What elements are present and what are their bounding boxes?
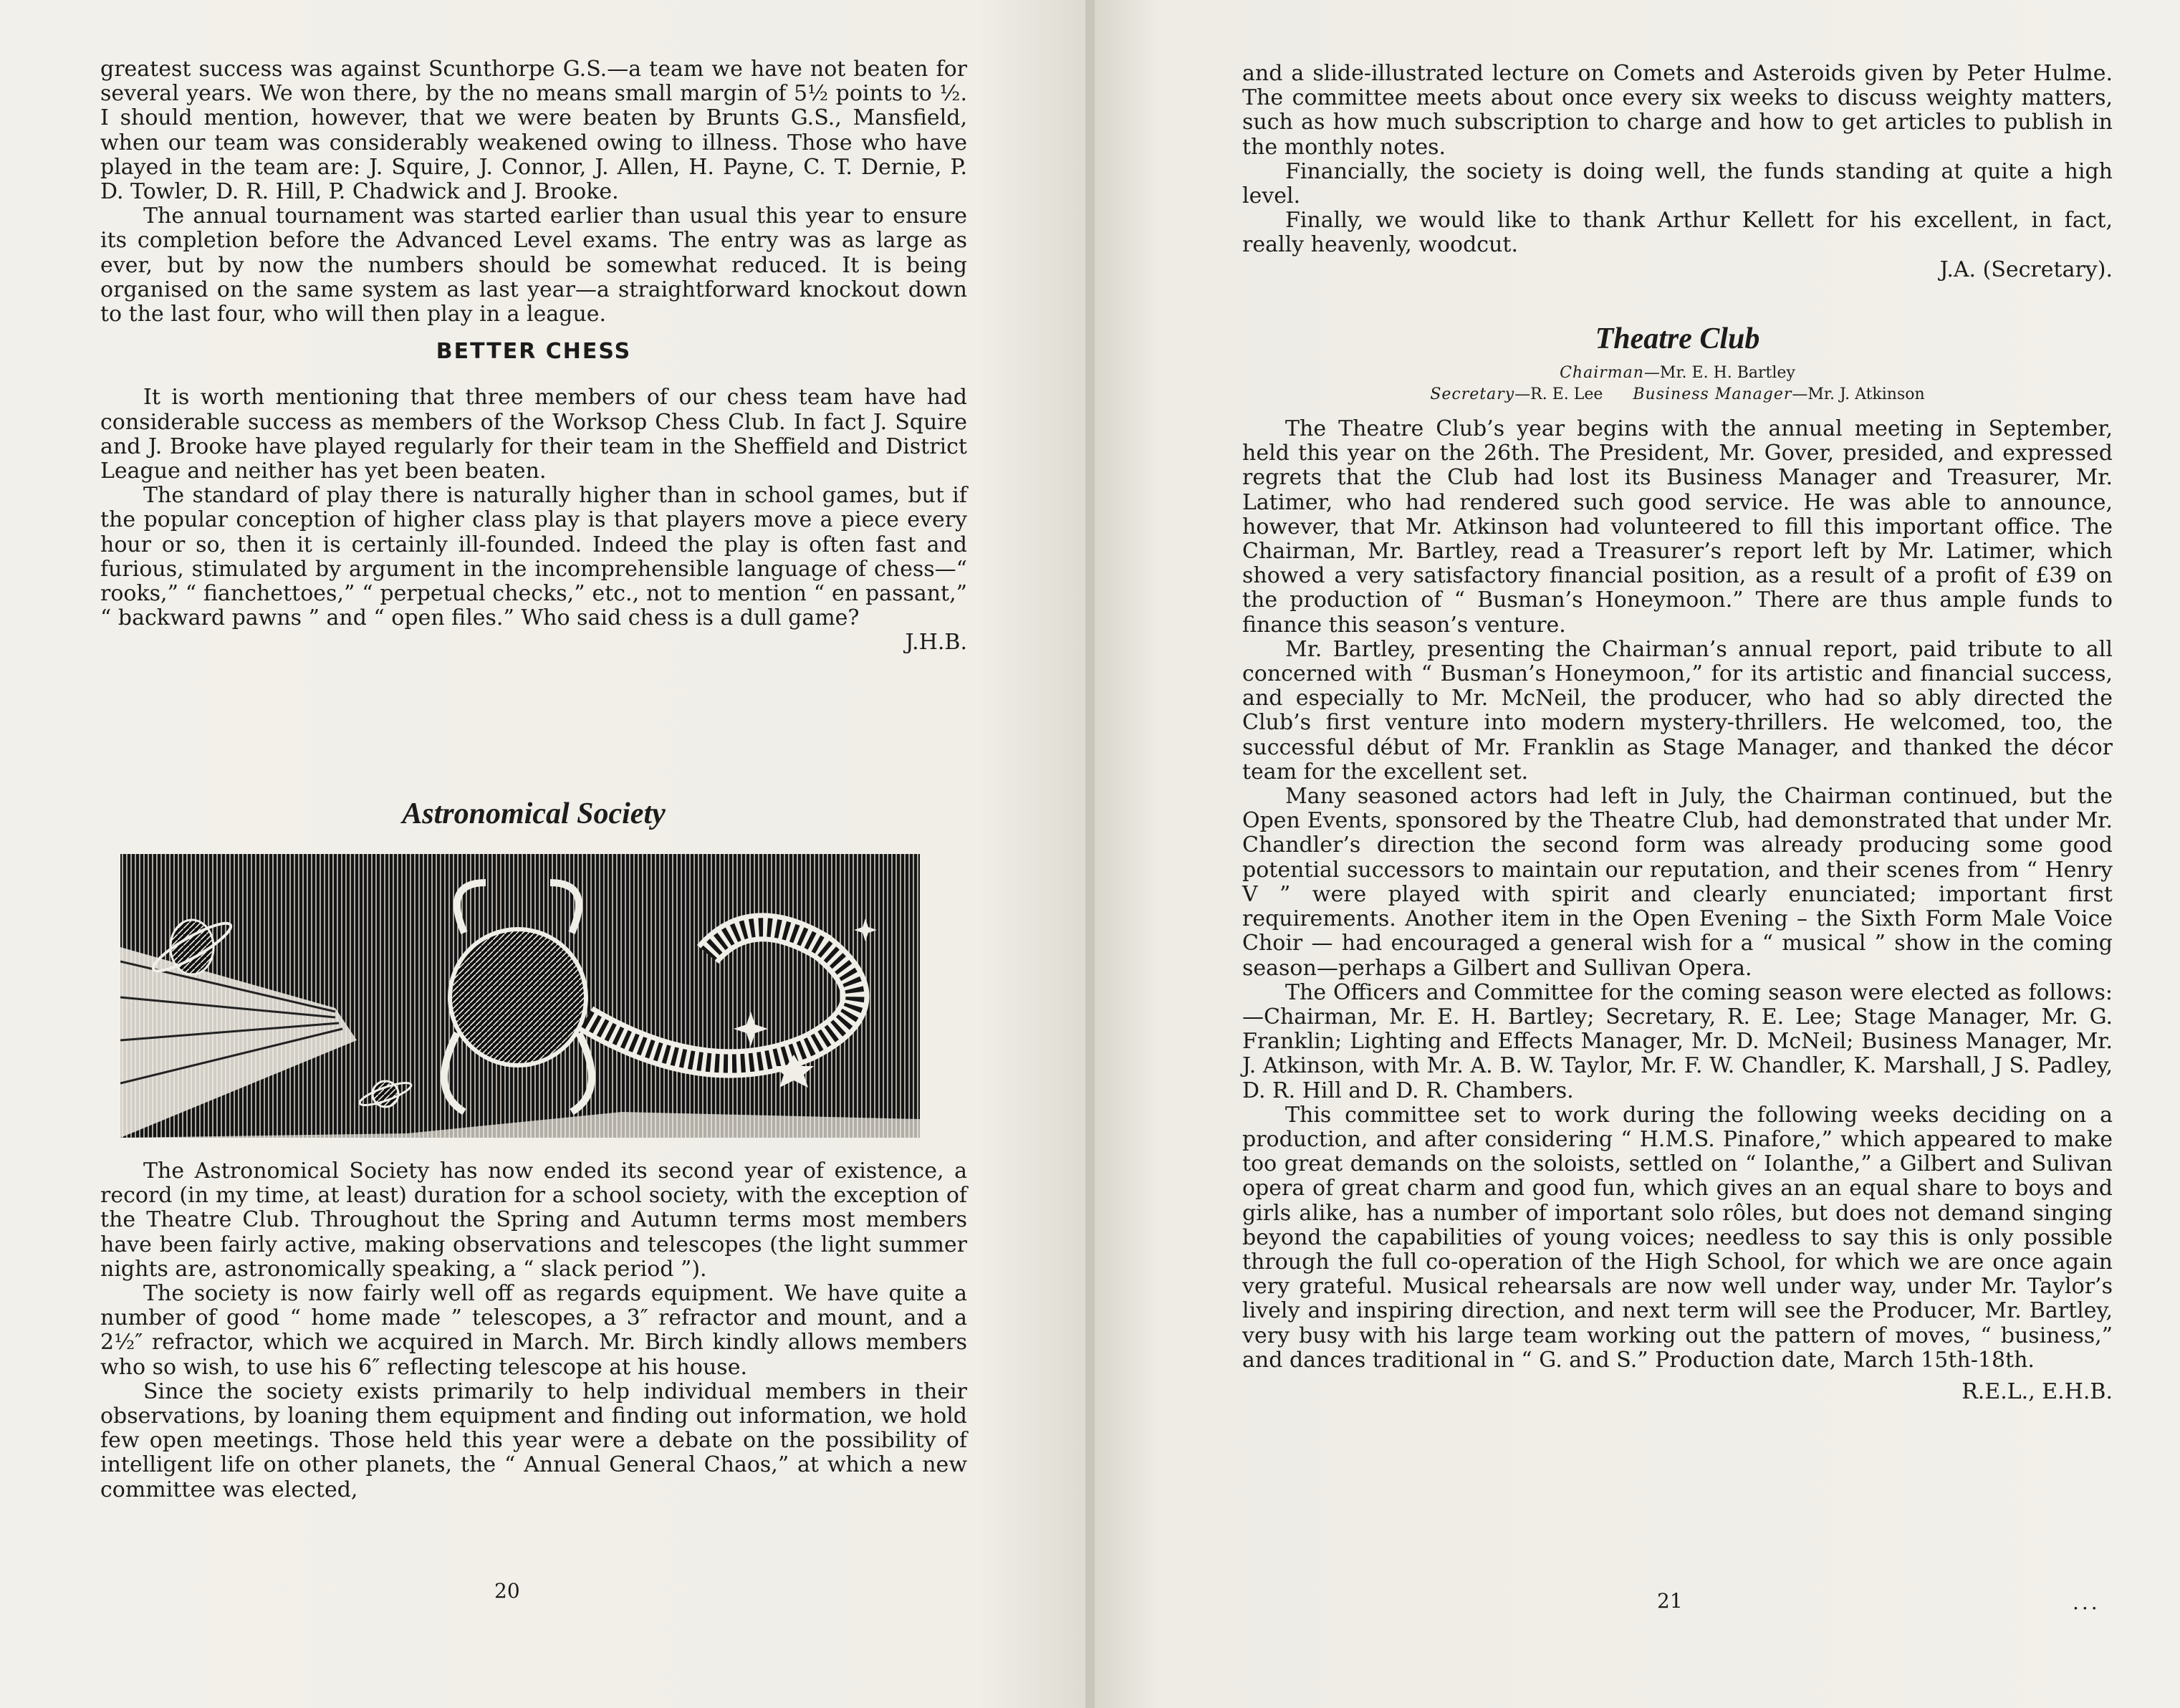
secretary-business-line	[1242, 384, 2113, 406]
better-chess-signature: J.H.B.	[905, 630, 967, 656]
continuation-dots: ...	[2073, 1591, 2100, 1614]
astronomical-paragraph: Since the society exists primarily to help individual members in their observations, by loaning them equipment and finding out information, we hold few open meetings. Those held this year were a debate on the possibility of intelligent life on other planets, the “ Annual General Chaos,” at which a new committee was elected,	[100, 1378, 967, 1502]
astronomical-continued-paragraph: Financially, the society is doing well, the funds standing at quite a high level.	[1242, 158, 2113, 209]
astronomical-paragraph: The Astronomical Society has now ended its second year of existence, a record (in my time, at least) duration for a school society, with the exception of the Theatre Club. Throughout the Spring and Autumn terms most members have been fairly active, making observations and telescopes (the light summer nights are, astronomically speaking, a “ slack period ”).	[100, 1158, 967, 1282]
astronomical-signature: J.A. (Secretary).	[1939, 256, 2113, 282]
secretary-label: Secretary	[1430, 385, 1515, 404]
better-chess-heading: BETTER CHESS	[436, 339, 632, 365]
astronomical-continued-paragraph: Finally, we would like to thank Arthur Kellett for his excellent, in fact, really heavenly, woodcut.	[1242, 208, 2113, 258]
chairman-label: Chairman	[1560, 364, 1644, 383]
right-column	[1242, 62, 2113, 1404]
chairman-line	[1242, 363, 2113, 384]
chess-paragraph: The annual tournament was started earlier than usual this year to ensure its completion before the Advanced Level exams. The entry was as large as ever, but by now the numbers should be somewhat reduced. It is being organised on the same system as last year—a straightforward knockout down to the last four, who will then play in a league.	[100, 203, 967, 327]
theatre-officers	[1242, 363, 2113, 406]
business-manager-label: Business Manager	[1633, 385, 1792, 404]
better-chess-paragraph: It is worth mentioning that three members of our chess team have had considerable success as members of the Worksop Chess Club. In fact J. Squire and J. Brooke have played regularly for their team in the Sheffield and District League and neither has yet been beaten.	[100, 385, 967, 484]
better-chess-paragraph: The standard of play there is naturally higher than in school games, but if the popular conception of higher class play is that players move a piece every hour or so, then it is certainly ill-founded. Indeed the play is often fast and furious, stimulated by argument in the incomprehensible language of chess—“ rooks,” “ fianchettoes,” “ perpetual checks,” etc., not to mention “ en passant,” “ backward pawns ” and “ open files.” Who said chess is a dull game?	[100, 483, 967, 631]
astronomical-column	[100, 1159, 967, 1502]
astronomical-paragraph: The society is now fairly well off as regards equipment. We have quite a number of good “ home made ” telescopes, a 3″ refractor and mount, and a 2½″ refractor, which we acquired in March. Mr. Birch kindly allows members who so wish, to use his 6″ reflecting telescope at his house.	[100, 1281, 967, 1380]
right-page	[1095, 0, 2180, 1708]
theatre-paragraph: The Officers and Committee for the coming season were elected as follows:—Chairman, Mr. E. H. Bartley; Secretary, R. E. Lee; Stage Manager, Mr. G. Franklin; Lighting and Effects Manager, Mr. D. McNeil; Business Manager, Mr. J. Atkinson, with Mr. A. B. W. Taylor, Mr. F. W. Chandler, K. Marshall, J S. Padley, D. R. Hill and D. R. Chambers.	[1242, 979, 2113, 1103]
astronomical-society-heading: Astronomical Society	[402, 797, 666, 830]
theatre-club-heading: Theatre Club	[1595, 322, 1760, 355]
theatre-paragraph: Many seasoned actors had left in July, the Chairman continued, but the Open Events, sponsored by the Theatre Club, had demonstrated that under Mr. Chandler’s direction the second form was already producing some good potential successors to maintain our reputation, and their scenes from “ Henry V ” were played with spirit and clearly enunciated; important first requirements. Another item in the Open Evening – the Sixth Form Male Voice Choir — had encouraged a general wish for a “ musical ” show in the coming season—perhaps a Gilbert and Sullivan Opera.	[1242, 784, 2113, 981]
page-number-right: 21	[1657, 1589, 1683, 1613]
secretary-name: —R. E. Lee	[1514, 385, 1603, 404]
theatre-signature: R.E.L., E.H.B.	[1961, 1378, 2113, 1404]
theatre-paragraph: This committee set to work during the following weeks deciding on a production, and after considering “ H.M.S. Pinafore,” which appeared to make too great demands on the soloists, settled on “ Iolanthe,” a Gilbert and Sulivan opera of great charm and good fun, which gives an an equal share to boys and girls alike, has a number of important solo rôles, but does not demand singing beyond the capabilities of young voices; needless to say this is only possible through the full co-operation of the High School, for which we are once again very grateful. Musical rehearsals are now well under way, under Mr. Taylor’s lively and inspiring direction, and next term will see the Producer, Mr. Bartley, very busy with his large team working out the pattern of moves, “ business,” and dances traditional in “ G. and S.” Production date, March 15th-18th.	[1242, 1102, 2113, 1373]
scorpion-woodcut-image	[120, 854, 920, 1138]
theatre-paragraph: Mr. Bartley, presenting the Chairman’s annual report, paid tribute to all concerned with “ Busman’s Honeymoon,” for its artistic and financial success, and especially to Mr. McNeil, the producer, who had so ably directed the Club’s first venture into modern mystery-thrillers. He welcomed, too, the successful début of Mr. Franklin as Stage Manager, and thanked the décor team for the excellent set.	[1242, 636, 2113, 785]
business-manager-name: —Mr. J. Atkinson	[1792, 385, 1925, 404]
left-page	[0, 0, 1085, 1708]
page-number-left: 20	[494, 1579, 520, 1603]
theatre-paragraph: The Theatre Club’s year begins with the annual meeting in September, held this year on the 26th. The President, Mr. Gover, presided, and expressed regrets that the Club had lost its Business Manager and Treasurer, Mr. Latimer, who had rendered such good service. He was able to announce, however, that Mr. Atkinson had volunteered to fill this important office. The Chairman, Mr. Bartley, read a Treasurer’s report left by Mr. Latimer, which showed a very satisfactory financial position, as a result of a profit of £39 on the production of “ Busman’s Honeymoon.” There are thus ample funds to finance this season’s venture.	[1242, 416, 2113, 638]
chess-paragraph: greatest success was against Scunthorpe G.S.—a team we have not beaten for several years. We won there, by the no means small margin of 5½ points to ½. I should mention, however, that we were beaten by Brunts G.S., Mansfield, when our team was considerably weakened owing to illness. Those who have played in the team are: J. Squire, J. Connor, J. Allen, H. Payne, C. T. Dernie, P. D. Towler, D. R. Hill, P. Chadwick and J. Brooke.	[100, 57, 967, 205]
book-gutter	[1085, 0, 1095, 1708]
astronomical-continued-paragraph: and a slide-illustrated lecture on Comets and Asteroids given by Peter Hulme. The committee meets about once every six weeks to discuss weighty matters, such as how much subscription to charge and how to get articles to publish in the monthly notes.	[1242, 61, 2113, 160]
left-column	[100, 57, 967, 656]
chairman-name: —Mr. E. H. Bartley	[1643, 364, 1795, 383]
